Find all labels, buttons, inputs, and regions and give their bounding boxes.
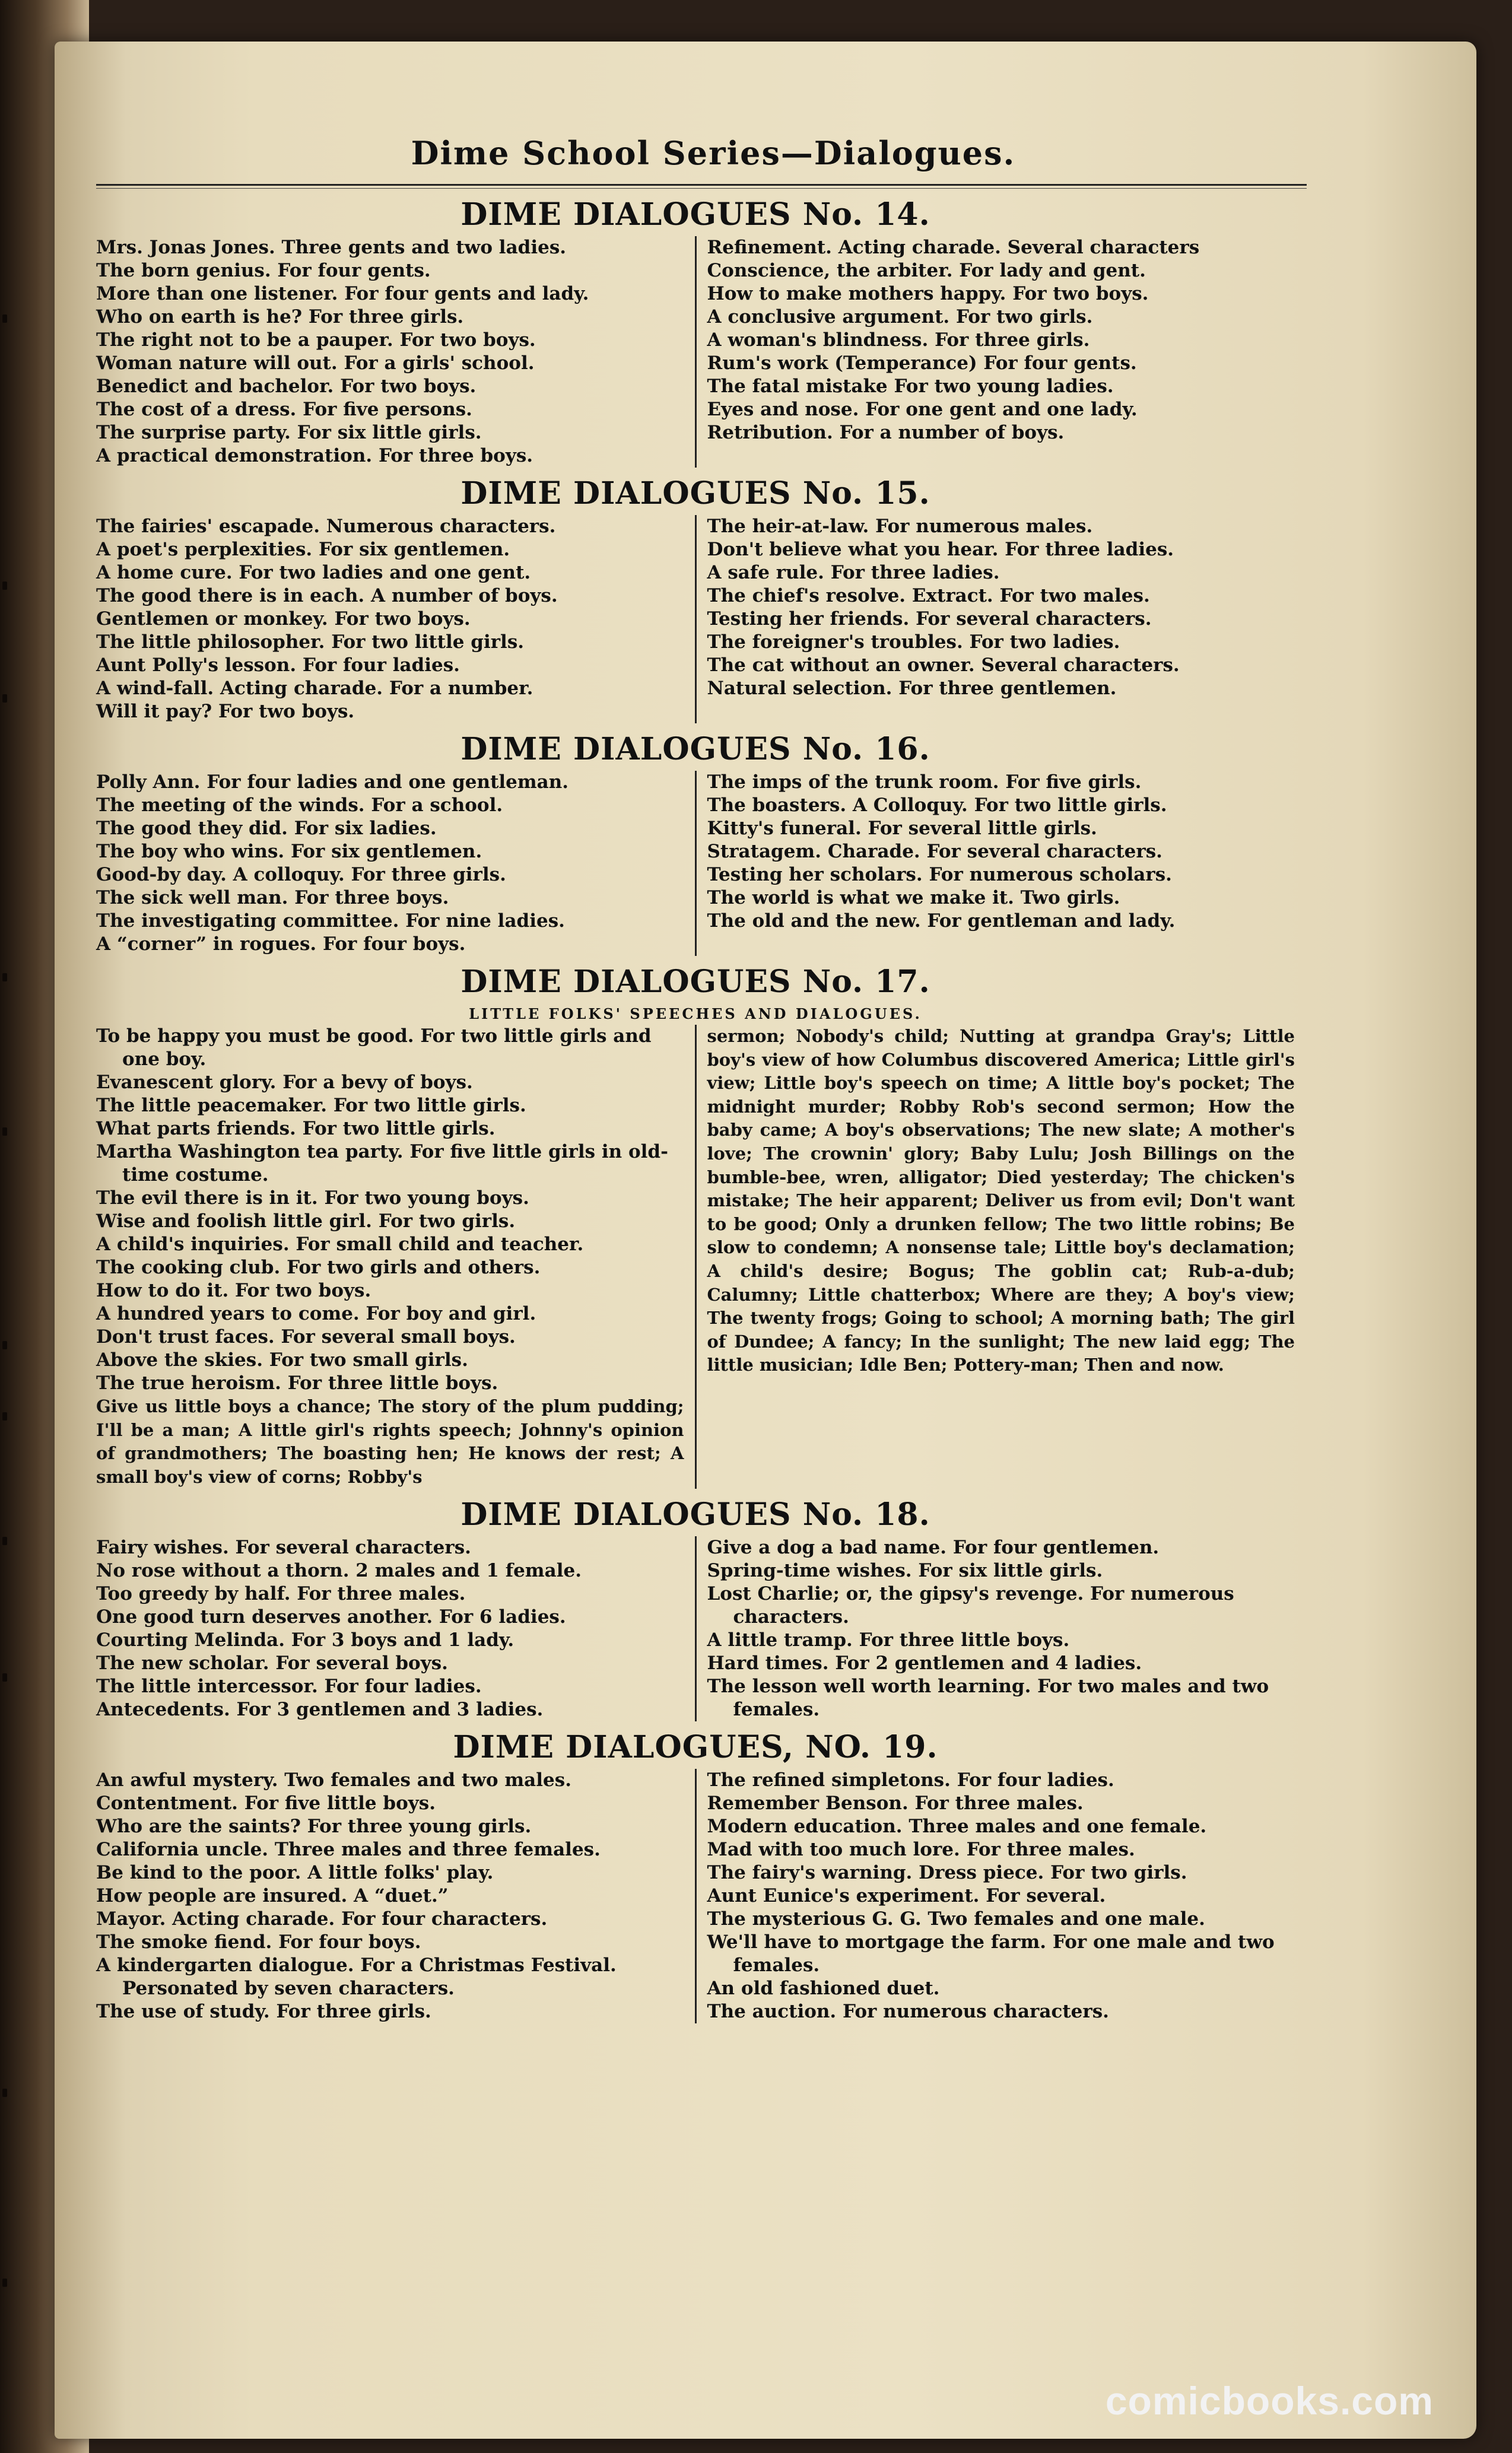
dialogue-entry: The chief's resolve. Extract. For two males. bbox=[707, 585, 1150, 606]
dialogue-entry: The right not to be a pauper. For two boys. bbox=[96, 329, 536, 351]
dialogue-entry: A child's inquiries. For small child and teacher. bbox=[96, 1234, 584, 1255]
dialogue-entry: An awful mystery. Two females and two males. bbox=[96, 1769, 571, 1791]
dialogue-entry: The fairy's warning. Dress piece. For two girls. bbox=[707, 1862, 1187, 1884]
dialogue-entry: Will it pay? For two boys. bbox=[96, 701, 355, 722]
dialogue-entry: The auction. For numerous characters. bbox=[707, 2001, 1109, 2023]
sections-container bbox=[96, 193, 1295, 2023]
left-column bbox=[96, 771, 695, 956]
dialogue-entry: The little peacemaker. For two little girls. bbox=[96, 1095, 526, 1116]
right-column bbox=[695, 236, 1295, 468]
dialogue-entry: A hundred years to come. For boy and girl. bbox=[96, 1303, 536, 1324]
dialogue-entry: Natural selection. For three gentlemen. bbox=[707, 678, 1117, 699]
section-title: DIME DIALOGUES No. 15. bbox=[460, 475, 930, 511]
dialogue-section bbox=[96, 193, 1295, 468]
dialogue-entry: California uncle. Three males and three females. bbox=[96, 1839, 601, 1861]
dialogue-entry: The little philosopher. For two little girls. bbox=[96, 631, 525, 653]
dialogue-entry: Lost Charlie; or, the gipsy's revenge. For numerous characters. bbox=[707, 1583, 1234, 1628]
dialogue-entry: Kitty's funeral. For several little girls. bbox=[707, 818, 1097, 839]
dialogue-entry: The imps of the trunk room. For five girls. bbox=[707, 771, 1142, 793]
dialogue-section bbox=[96, 728, 1295, 956]
dialogue-entry: The true heroism. For three little boys. bbox=[96, 1372, 498, 1394]
dialogue-entry: Who are the saints? For three young girls. bbox=[96, 1816, 532, 1838]
dialogue-entry: How to make mothers happy. For two boys. bbox=[707, 283, 1149, 304]
dialogue-entry: Evanescent glory. For a bevy of boys. bbox=[96, 1072, 473, 1093]
dialogue-entry: Testing her scholars. For numerous scholars. bbox=[707, 864, 1172, 885]
dialogue-entry: A little tramp. For three little boys. bbox=[707, 1629, 1070, 1651]
dialogue-entry: Retribution. For a number of boys. bbox=[707, 422, 1065, 443]
dialogue-entry: The smoke fiend. For four boys. bbox=[96, 1931, 421, 1953]
dialogue-section bbox=[96, 472, 1295, 723]
dialogue-entry: The refined simpletons. For four ladies. bbox=[707, 1769, 1114, 1791]
dialogue-entry: The good they did. For six ladies. bbox=[96, 818, 437, 839]
left-column bbox=[96, 515, 695, 723]
right-column bbox=[695, 1769, 1295, 2023]
catalog-page bbox=[55, 42, 1476, 2439]
dialogue-entry: A “corner” in rogues. For four boys. bbox=[96, 933, 466, 955]
dialogue-entry: The boy who wins. For six gentlemen. bbox=[96, 841, 482, 862]
section-columns bbox=[96, 236, 1295, 468]
dialogue-entry: The fairies' escapade. Numerous characters. bbox=[96, 516, 556, 537]
dialogue-entry: One good turn deserves another. For 6 ladies. bbox=[96, 1606, 566, 1628]
dialogue-entry: Polly Ann. For four ladies and one gentleman. bbox=[96, 771, 569, 793]
dialogue-entry: More than one listener. For four gents and lady. bbox=[96, 283, 589, 304]
site-watermark: comicbooks.com bbox=[1105, 2379, 1434, 2423]
dialogue-entry: A kindergarten dialogue. For a Christmas Festival. Personated by seven characters. bbox=[96, 1955, 617, 2000]
dialogue-entry: A home cure. For two ladies and one gent. bbox=[96, 562, 531, 583]
dialogue-entry: Don't trust faces. For several small boys. bbox=[96, 1326, 516, 1348]
dialogue-entry: How to do it. For two boys. bbox=[96, 1280, 371, 1301]
dialogue-entry: Conscience, the arbiter. For lady and gent. bbox=[707, 260, 1146, 281]
section-columns bbox=[96, 1769, 1295, 2023]
dialogue-entry: The born genius. For four gents. bbox=[96, 260, 431, 281]
dialogue-section bbox=[96, 1494, 1295, 1721]
dialogue-entry: How people are insured. A “duet.” bbox=[96, 1885, 449, 1907]
dialogue-entry: A practical demonstration. For three boys. bbox=[96, 445, 533, 466]
dialogue-entry: A poet's perplexities. For six gentlemen. bbox=[96, 539, 510, 560]
dialogue-entry: Be kind to the poor. A little folks' play. bbox=[96, 1862, 494, 1884]
dialogue-entry: Don't believe what you hear. For three ladies. bbox=[707, 539, 1174, 560]
dialogue-entry: The meeting of the winds. For a school. bbox=[96, 795, 503, 816]
dialogue-entry: Fairy wishes. For several characters. bbox=[96, 1537, 471, 1559]
dialogue-entry: The fatal mistake For two young ladies. bbox=[707, 376, 1114, 397]
dialogue-entry: The little intercessor. For four ladies. bbox=[96, 1676, 482, 1698]
section-columns bbox=[96, 771, 1295, 956]
section-title: DIME DIALOGUES, NO. 19. bbox=[453, 1729, 938, 1766]
dialogue-entry: Aunt Polly's lesson. For four ladies. bbox=[96, 654, 460, 676]
dialogue-section bbox=[96, 961, 1295, 1489]
dialogue-entry: The surprise party. For six little girls. bbox=[96, 422, 482, 443]
header-rule-thin bbox=[96, 188, 1307, 189]
page-content bbox=[96, 131, 1295, 2023]
right-column bbox=[695, 515, 1295, 723]
left-column bbox=[96, 1536, 695, 1721]
dialogue-entry: Aunt Eunice's experiment. For several. bbox=[707, 1885, 1106, 1907]
dialogue-entry: The boasters. A Colloquy. For two little girls. bbox=[707, 795, 1167, 816]
dialogue-entry: An old fashioned duet. bbox=[707, 1978, 940, 2000]
dialogue-entry: Give a dog a bad name. For four gentlemen. bbox=[707, 1537, 1160, 1559]
dialogue-entry: Mrs. Jonas Jones. Three gents and two ladies. bbox=[96, 237, 567, 258]
dialogue-entry: No rose without a thorn. 2 males and 1 female. bbox=[96, 1560, 582, 1582]
speech-list-paragraph: Give us little boys a chance; The story of the plum pudding; I'll be a man; A little girl's rights speech; Johnny's opinion of grandmothers; The boasting hen; He knows der rest; A small boy's view of corns; Robby's bbox=[96, 1396, 684, 1487]
dialogue-entry: Too greedy by half. For three males. bbox=[96, 1583, 466, 1605]
page-header: Dime School Series—Dialogues. bbox=[411, 134, 1016, 172]
dialogue-section bbox=[96, 1726, 1295, 2023]
dialogue-entry: The good there is in each. A number of boys. bbox=[96, 585, 558, 606]
section-columns bbox=[96, 1025, 1295, 1489]
dialogue-entry: What parts friends. For two little girls. bbox=[96, 1118, 495, 1139]
speech-list-paragraph: sermon; Nobody's child; Nutting at grandpa Gray's; Little boy's view of how Columbus discovered America; Little girl's view; Little boy's speech on time; A little boy's pocket; The midnight murder; Robby Rob's second sermon; How the baby came; A boy's observations; The new slate; A mother's love; The crownin' glory; Baby Lulu; Josh Billings on the bumble-bee, wren, alligator; Died yesterday; The chicken's mistake; The heir apparent; Deliver us from evil; Don't want to be good; Only a drunken fellow; The two little robins; Be slow to condemn; A nonsense tale; Little boy's declamation; A child's desire; Bogus; The goblin cat; Rub-a-dub; Calumny; Little chatterbox; Where are they; A boy's view; The twenty frogs; Going to school; A morning bath; The girl of Dundee; A fancy; In the sunlight; The new laid egg; The little musician; Idle Ben; Pottery-man; Then and now. bbox=[707, 1026, 1295, 1375]
dialogue-entry: Who on earth is he? For three girls. bbox=[96, 306, 464, 328]
dialogue-entry: A safe rule. For three ladies. bbox=[707, 562, 1000, 583]
dialogue-entry: The world is what we make it. Two girls. bbox=[707, 887, 1120, 908]
binding-stitch-marks bbox=[0, 0, 18, 2453]
dialogue-entry: Antecedents. For 3 gentlemen and 3 ladies. bbox=[96, 1699, 544, 1721]
dialogue-entry: Woman nature will out. For a girls' school. bbox=[96, 352, 535, 374]
dialogue-entry: Contentment. For five little boys. bbox=[96, 1793, 436, 1815]
dialogue-entry: The use of study. For three girls. bbox=[96, 2001, 431, 2023]
dialogue-entry: Mayor. Acting charade. For four characters. bbox=[96, 1908, 548, 1930]
dialogue-entry: Above the skies. For two small girls. bbox=[96, 1349, 468, 1371]
dialogue-entry: A woman's blindness. For three girls. bbox=[707, 329, 1090, 351]
dialogue-entry: The cost of a dress. For five persons. bbox=[96, 399, 472, 420]
right-column bbox=[695, 1536, 1295, 1721]
dialogue-entry: The heir-at-law. For numerous males. bbox=[707, 516, 1093, 537]
right-column bbox=[695, 1025, 1295, 1489]
section-title: DIME DIALOGUES No. 18. bbox=[460, 1496, 930, 1533]
dialogue-entry: The evil there is in it. For two young boys. bbox=[96, 1187, 529, 1209]
section-columns bbox=[96, 1536, 1295, 1721]
header-rule bbox=[96, 184, 1307, 186]
dialogue-entry: The lesson well worth learning. For two males and two females. bbox=[707, 1676, 1269, 1721]
section-title: DIME DIALOGUES No. 17. bbox=[460, 964, 930, 1000]
right-column bbox=[695, 771, 1295, 956]
section-title: DIME DIALOGUES No. 16. bbox=[460, 731, 930, 767]
section-title: DIME DIALOGUES No. 14. bbox=[460, 196, 930, 233]
dialogue-entry: Testing her friends. For several characters. bbox=[707, 608, 1152, 630]
dialogue-entry: A conclusive argument. For two girls. bbox=[707, 306, 1093, 328]
dialogue-entry: The sick well man. For three boys. bbox=[96, 887, 449, 908]
dialogue-entry: Good-by day. A colloquy. For three girls. bbox=[96, 864, 506, 885]
dialogue-entry: Eyes and nose. For one gent and one lady. bbox=[707, 399, 1138, 420]
left-column bbox=[96, 236, 695, 468]
dialogue-entry: Rum's work (Temperance) For four gents. bbox=[707, 352, 1137, 374]
dialogue-entry: To be happy you must be good. For two little girls and one boy. bbox=[96, 1025, 652, 1070]
dialogue-entry: The old and the new. For gentleman and lady. bbox=[707, 910, 1176, 932]
dialogue-entry: The foreigner's troubles. For two ladies. bbox=[707, 631, 1120, 653]
dialogue-entry: Hard times. For 2 gentlemen and 4 ladies. bbox=[707, 1653, 1142, 1674]
section-subtitle: LITTLE FOLKS' SPEECHES AND DIALOGUES. bbox=[469, 1005, 922, 1022]
dialogue-entry: Wise and foolish little girl. For two girls. bbox=[96, 1210, 516, 1232]
dialogue-entry: Martha Washington tea party. For five little girls in old-time costume. bbox=[96, 1141, 668, 1186]
dialogue-entry: The mysterious G. G. Two females and one male. bbox=[707, 1908, 1205, 1930]
dialogue-entry: Mad with too much lore. For three males. bbox=[707, 1839, 1135, 1861]
left-column bbox=[96, 1025, 695, 1489]
dialogue-entry: Gentlemen or monkey. For two boys. bbox=[96, 608, 471, 630]
dialogue-entry: Remember Benson. For three males. bbox=[707, 1793, 1084, 1815]
dialogue-entry: The investigating committee. For nine ladies. bbox=[96, 910, 565, 932]
dialogue-entry: A wind-fall. Acting charade. For a number. bbox=[96, 678, 533, 699]
dialogue-entry: Modern education. Three males and one female. bbox=[707, 1816, 1207, 1838]
dialogue-entry: The cat without an owner. Several characters. bbox=[707, 654, 1180, 676]
dialogue-entry: We'll have to mortgage the farm. For one male and two females. bbox=[707, 1931, 1275, 1977]
dialogue-entry: The new scholar. For several boys. bbox=[96, 1653, 448, 1674]
dialogue-entry: Benedict and bachelor. For two boys. bbox=[96, 376, 477, 397]
dialogue-entry: Spring-time wishes. For six little girls. bbox=[707, 1560, 1103, 1582]
dialogue-entry: Refinement. Acting charade. Several characters bbox=[707, 237, 1200, 258]
dialogue-entry: The cooking club. For two girls and others. bbox=[96, 1257, 541, 1278]
dialogue-entry: Courting Melinda. For 3 boys and 1 lady. bbox=[96, 1629, 514, 1651]
left-column bbox=[96, 1769, 695, 2023]
dialogue-entry: Stratagem. Charade. For several characters. bbox=[707, 841, 1162, 862]
section-columns bbox=[96, 515, 1295, 723]
